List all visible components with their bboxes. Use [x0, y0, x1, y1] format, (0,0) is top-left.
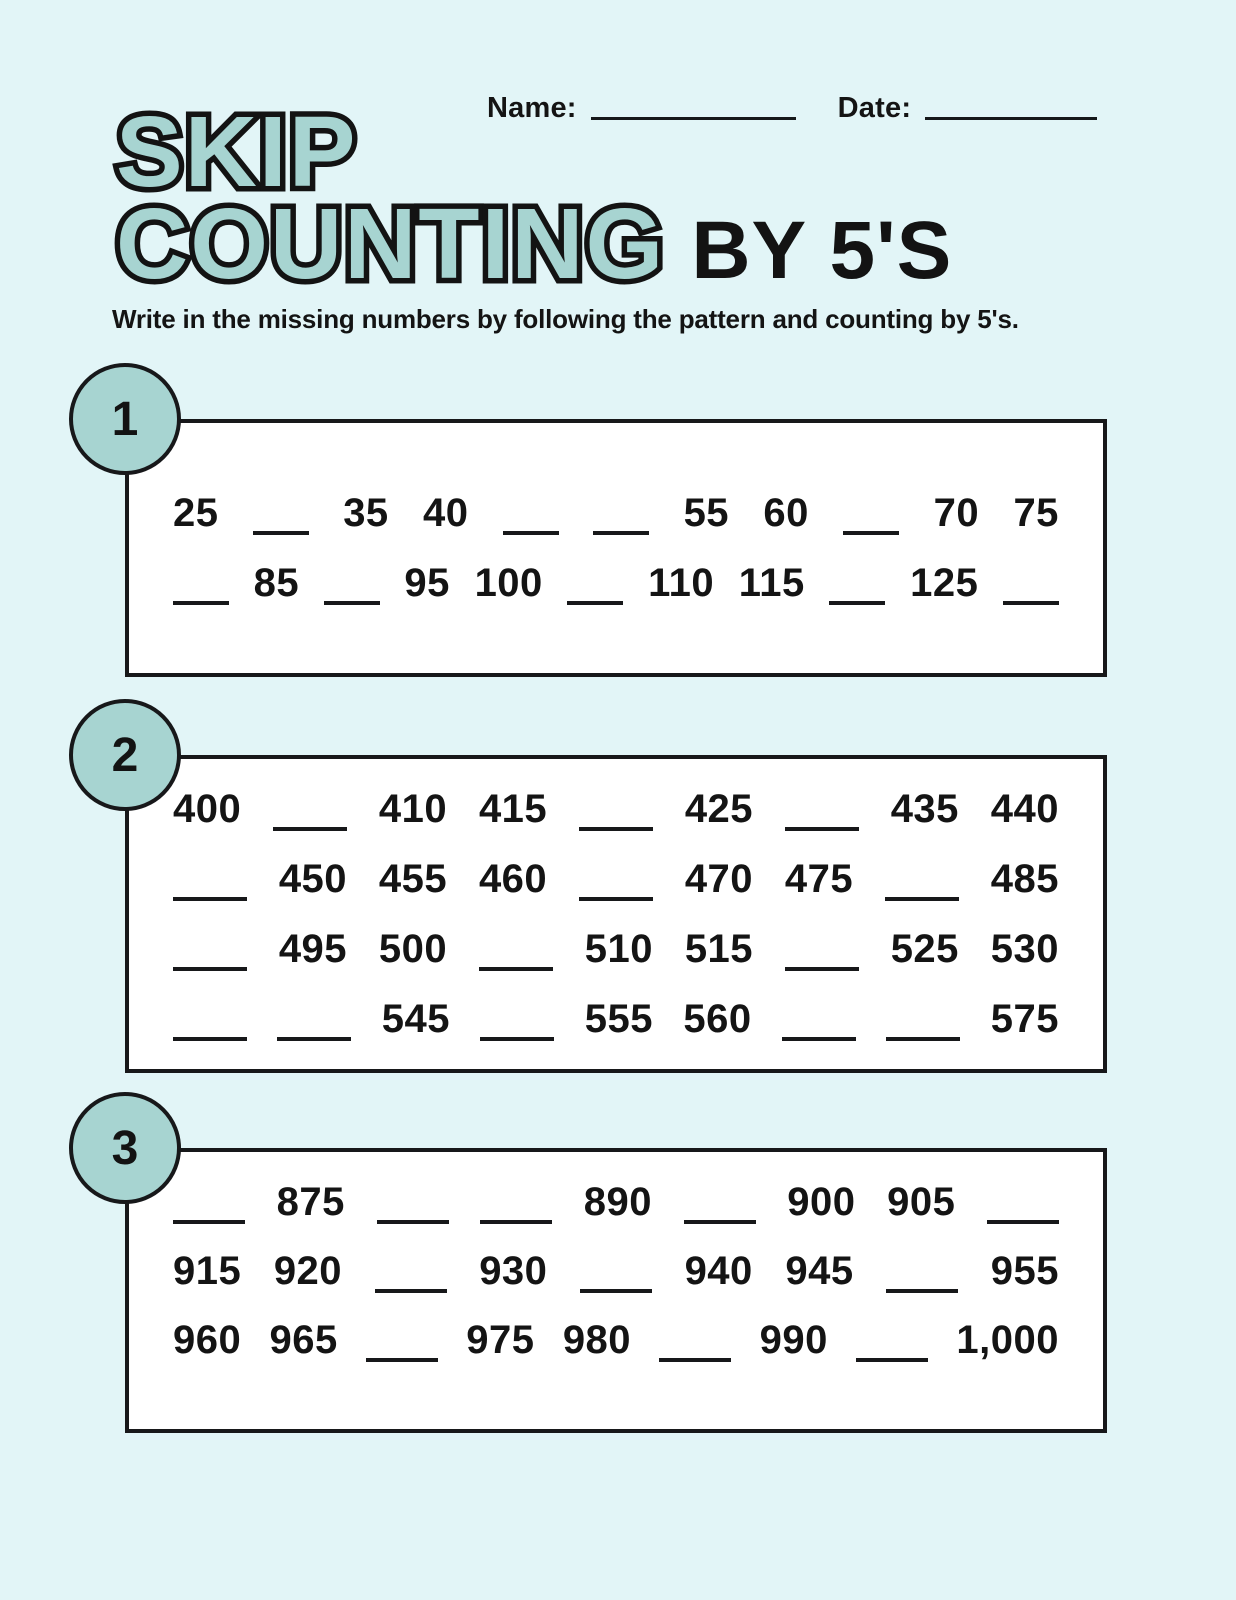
- title-word-skip: SKIP SKIP: [116, 106, 357, 198]
- blank-line: [277, 1037, 351, 1041]
- blank-line: [567, 601, 623, 605]
- blank-line: [173, 1037, 247, 1041]
- number-cell: 85: [253, 561, 300, 605]
- number-cell: 460: [478, 857, 548, 901]
- section-number: 3: [111, 1121, 139, 1175]
- number-cell: 25: [173, 491, 219, 535]
- blank-line: [593, 531, 649, 535]
- section-number-badge: [69, 699, 181, 811]
- number-cell: 125: [910, 561, 979, 605]
- number-cell: 95: [404, 561, 450, 605]
- number-cell: 555: [584, 997, 653, 1041]
- blank-line: [479, 967, 553, 971]
- number-cell: 905: [887, 1179, 956, 1224]
- number-cell: 990: [759, 1317, 828, 1362]
- section-number: 1: [111, 392, 139, 446]
- blank-line: [580, 1289, 652, 1293]
- blank-line: [366, 1358, 438, 1362]
- blank-line: [173, 601, 229, 605]
- blank-line: [659, 1358, 731, 1362]
- number-cell: 470: [684, 857, 754, 901]
- number-cell: 115: [738, 561, 805, 605]
- number-cell: 40: [423, 491, 469, 535]
- number-cell: 890: [583, 1179, 652, 1224]
- number-cell: 920: [273, 1248, 343, 1293]
- number-row: [129, 998, 1103, 1040]
- number-cell: 425: [684, 787, 754, 831]
- blank-line: [273, 827, 347, 831]
- worksheet-section: [111, 392, 1107, 677]
- number-cell: 560: [683, 997, 752, 1041]
- number-row: [129, 492, 1103, 534]
- blank-line: [480, 1220, 552, 1224]
- number-cell: 930: [479, 1248, 548, 1293]
- number-cell: 495: [278, 927, 348, 971]
- instructions-text: Write in the missing numbers by following the pattern and counting by 5's.: [112, 304, 1019, 334]
- number-row: [129, 562, 1103, 604]
- blank-line: [1003, 601, 1059, 605]
- blank-line: [886, 1289, 958, 1293]
- number-row: [129, 858, 1103, 900]
- number-cell: 545: [381, 997, 450, 1041]
- number-cell: 75: [1013, 491, 1059, 535]
- number-cell: 35: [343, 491, 389, 535]
- name-label: Name:: [487, 92, 577, 124]
- blank-line: [579, 897, 653, 901]
- number-cell: 945: [785, 1248, 854, 1293]
- blank-line: [503, 531, 559, 535]
- blank-line: [843, 531, 899, 535]
- worksheet-section: [111, 728, 1107, 1073]
- page-title: [116, 96, 953, 300]
- title-word-counting: COUNTING COUNTING: [116, 198, 665, 290]
- blank-line: [579, 827, 653, 831]
- blank-line: [375, 1289, 447, 1293]
- blank-line: [324, 601, 380, 605]
- number-cell: 515: [684, 927, 754, 971]
- blank-line: [785, 967, 859, 971]
- number-cell: 55: [683, 491, 730, 535]
- number-cell: 980: [562, 1317, 632, 1362]
- number-cell: 410: [378, 787, 448, 831]
- number-cell: 1,000: [956, 1317, 1059, 1362]
- number-cell: 900: [787, 1179, 856, 1224]
- section-number-badge: [69, 1092, 181, 1204]
- blank-line: [684, 1220, 756, 1224]
- number-row: [129, 788, 1103, 830]
- number-cell: 70: [933, 491, 980, 535]
- number-cell: 110: [648, 561, 715, 605]
- number-cell: 475: [784, 857, 854, 901]
- number-row: [129, 928, 1103, 970]
- number-cell: 975: [466, 1317, 535, 1362]
- worksheet-section: [111, 1121, 1107, 1433]
- blank-line: [253, 531, 309, 535]
- number-cell: 60: [763, 491, 809, 535]
- number-cell: 510: [584, 927, 653, 971]
- answer-box: [125, 1148, 1107, 1433]
- blank-line: [173, 897, 247, 901]
- number-cell: 965: [269, 1317, 338, 1362]
- number-cell: 960: [173, 1317, 242, 1362]
- number-cell: 400: [173, 787, 242, 831]
- number-cell: 450: [278, 857, 348, 901]
- number-cell: 485: [990, 857, 1059, 901]
- title-by-5s: BY 5'S: [691, 205, 953, 296]
- answer-box: [125, 755, 1107, 1073]
- blank-line: [173, 967, 247, 971]
- number-cell: 955: [990, 1248, 1059, 1293]
- section-number-badge: [69, 363, 181, 475]
- number-cell: 455: [378, 857, 448, 901]
- number-cell: 440: [990, 787, 1059, 831]
- blank-line: [377, 1220, 449, 1224]
- blank-line: [987, 1220, 1059, 1224]
- number-cell: 435: [890, 787, 959, 831]
- number-cell: 575: [990, 997, 1059, 1041]
- number-cell: 100: [474, 561, 543, 605]
- number-cell: 500: [378, 927, 448, 971]
- blank-line: [785, 827, 859, 831]
- section-number: 2: [111, 728, 139, 782]
- blank-line: [885, 897, 959, 901]
- number-row: [129, 1181, 1103, 1223]
- number-row: [129, 1319, 1103, 1361]
- number-cell: 525: [890, 927, 959, 971]
- date-label: Date:: [837, 92, 912, 124]
- number-cell: 915: [173, 1248, 242, 1293]
- blank-line: [886, 1037, 960, 1041]
- number-cell: 940: [684, 1248, 753, 1293]
- number-cell: 530: [990, 927, 1059, 971]
- blank-line: [829, 601, 885, 605]
- blank-line: [782, 1037, 856, 1041]
- number-cell: 875: [276, 1179, 345, 1224]
- number-cell: 415: [478, 787, 548, 831]
- blank-line: [173, 1220, 245, 1224]
- number-row: [129, 1250, 1103, 1292]
- answer-box: [125, 419, 1107, 677]
- title-line2: [116, 188, 953, 300]
- blank-line: [480, 1037, 554, 1041]
- blank-line: [856, 1358, 928, 1362]
